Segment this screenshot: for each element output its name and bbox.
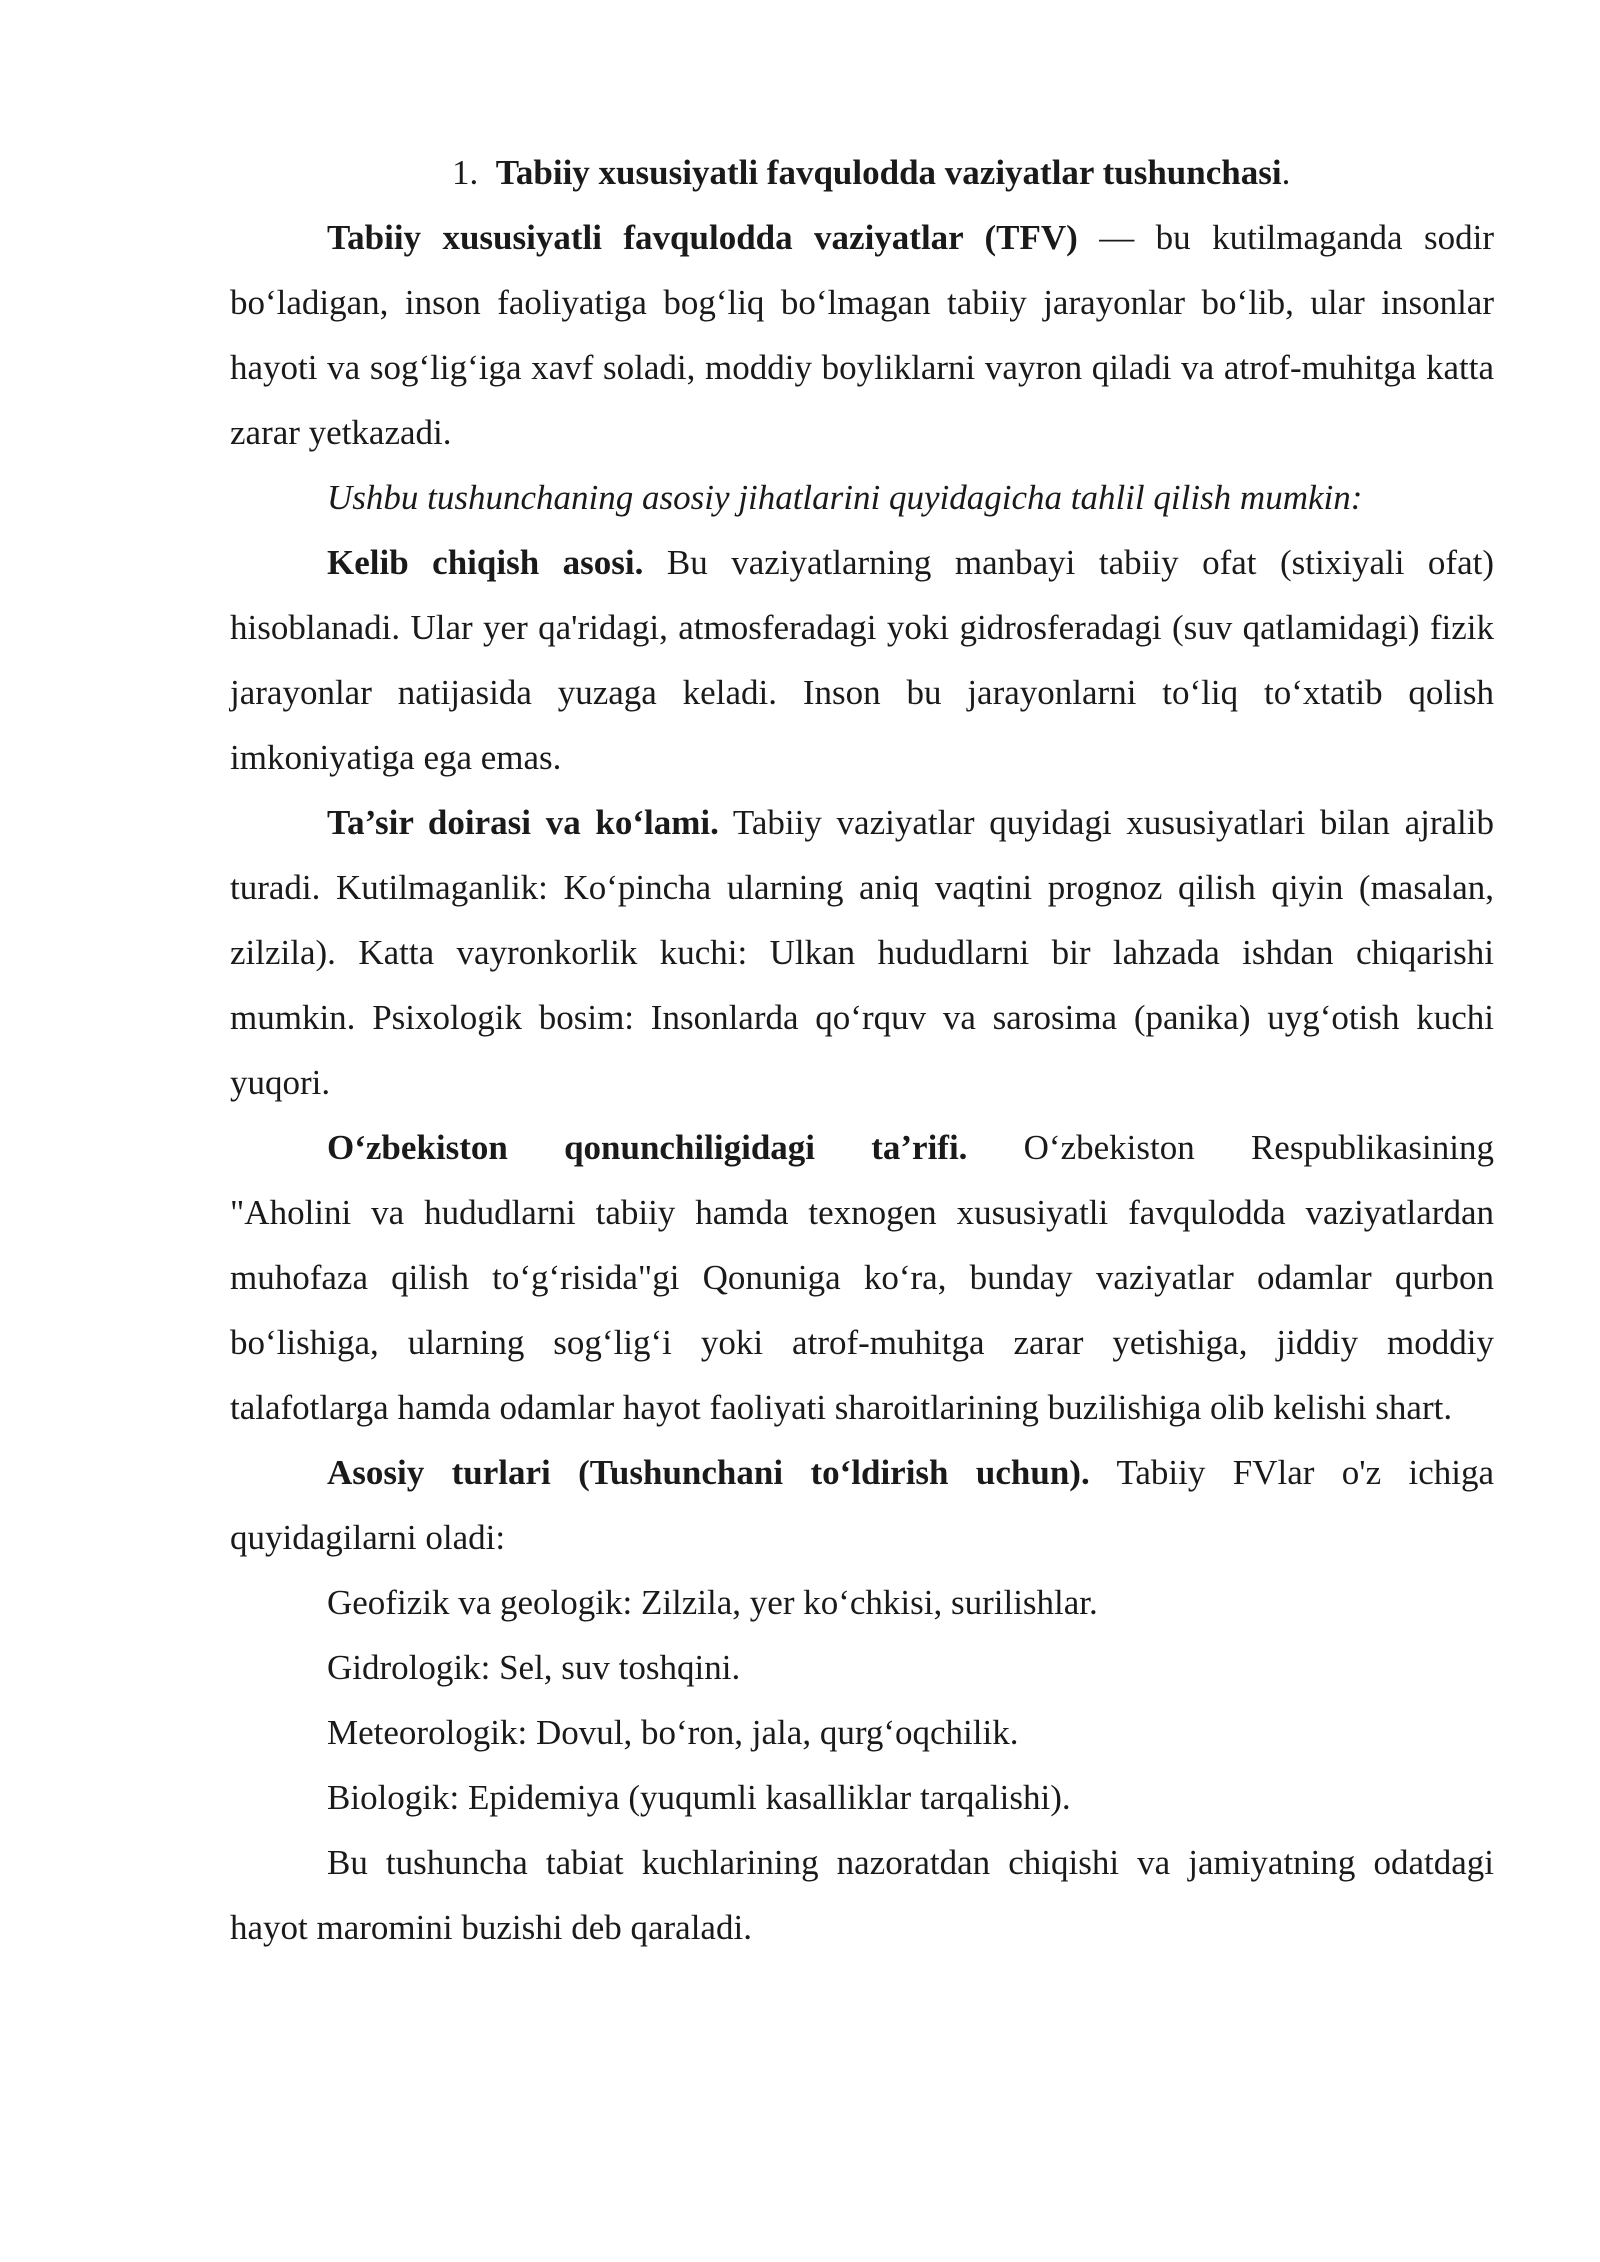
types-heading: Asosiy turlari (Tushunchani to‘ldirish uchun).: [327, 1453, 1090, 1492]
heading-period: .: [1281, 153, 1291, 192]
origin-heading: Kelib chiqish asosi.: [327, 543, 644, 582]
heading-title: Tabiiy xususiyatli favqulodda vaziyatlar tushunchasi: [495, 153, 1282, 192]
types-text: Tabiiy FVlar o'z ichiga quyidagilarni oladi:: [230, 1453, 1494, 1557]
conclusion-paragraph: Bu tushuncha tabiat kuchlarining nazoratdan chiqishi va jamiyatning odatdagi hayot maromini buzishi deb qaraladi.: [230, 1843, 1494, 1947]
analysis-intro: Ushbu tushunchaning asosiy jihatlarini quyidagicha tahlil qilish mumkin:: [327, 478, 1363, 517]
document-page: [230, 140, 1494, 1960]
list-item-biological: Biologik: Epidemiya (yuqumli kasalliklar tarqalishi).: [327, 1778, 1071, 1817]
law-lead-text: O‘zbekiston Respublikasining: [967, 1128, 1494, 1167]
origin-paragraph: [230, 530, 1494, 790]
types-paragraph: [230, 1440, 1494, 1570]
section-heading: [230, 140, 1494, 205]
impact-text: Tabiiy vaziyatlar quyidagi xususiyatlari bilan ajralib turadi. Kutilmaganlik: Ko‘pincha ularning aniq vaqtini prognoz qilish qiyin (masalan, zilzila). Katta vayronkorlik kuchi: Ulkan hududlarni bir lahzada ishdan chiqarishi mumkin. Psixologik bosim: Insonlarda qo‘rquv va sarosima (panika) uyg‘otish kuchi yuqori.: [230, 803, 1494, 1102]
law-heading: O‘zbekiston qonunchiligidagi ta’rifi.: [327, 1128, 968, 1167]
definition-term: Tabiiy xususiyatli favqulodda vaziyatlar (TFV): [327, 218, 1078, 257]
list-item-meteorological: Meteorologik: Dovul, bo‘ron, jala, qurg‘oqchilik.: [327, 1713, 1019, 1752]
impact-paragraph: [230, 790, 1494, 1115]
list-item-hydrological: Gidrologik: Sel, suv toshqini.: [327, 1648, 741, 1687]
law-text: "Aholini va hududlarni tabiiy hamda texnogen xususiyatli favqulodda vaziyatlardan muhofaza qilish to‘g‘risida"gi Qonuniga ko‘ra, bunday vaziyatlar odamlar qurbon bo‘lishiga, ularning sog‘lig‘i yoki atrof-muhitga zarar yetishiga, jiddiy moddiy talafotlarga hamda odamlar hayot faoliyati sharoitlarining buzilishiga olib kelishi shart.: [230, 1193, 1494, 1427]
impact-heading: Ta’sir doirasi va ko‘lami.: [327, 803, 719, 842]
law-paragraph-lead: [230, 1115, 1494, 1180]
list-item-geophysical: Geofizik va geologik: Zilzila, yer ko‘chkisi, surilishlar.: [327, 1583, 1098, 1622]
definition-paragraph: [230, 205, 1494, 465]
heading-number: 1.: [452, 153, 479, 192]
law-paragraph: [230, 1180, 1494, 1440]
origin-text: Bu vaziyatlarning manbayi tabiiy ofat (stixiyali ofat) hisoblanadi. Ular yer qa'ridagi, atmosferadagi yoki gidrosferadagi (suv qatlamidagi) fizik jarayonlar natijasida yuzaga keladi. Inson bu jarayonlarni to‘liq to‘xtatib qolish imkoniyatiga ega emas.: [230, 543, 1494, 777]
definition-text: — bu kutilmaganda sodir bo‘ladigan, inson faoliyatiga bog‘liq bo‘lmagan tabiiy jarayonlar bo‘lib, ular insonlar hayoti va sog‘lig‘iga xavf soladi, moddiy boyliklarni vayron qiladi va atrof-muhitga katta zarar yetkazadi.: [230, 218, 1494, 452]
